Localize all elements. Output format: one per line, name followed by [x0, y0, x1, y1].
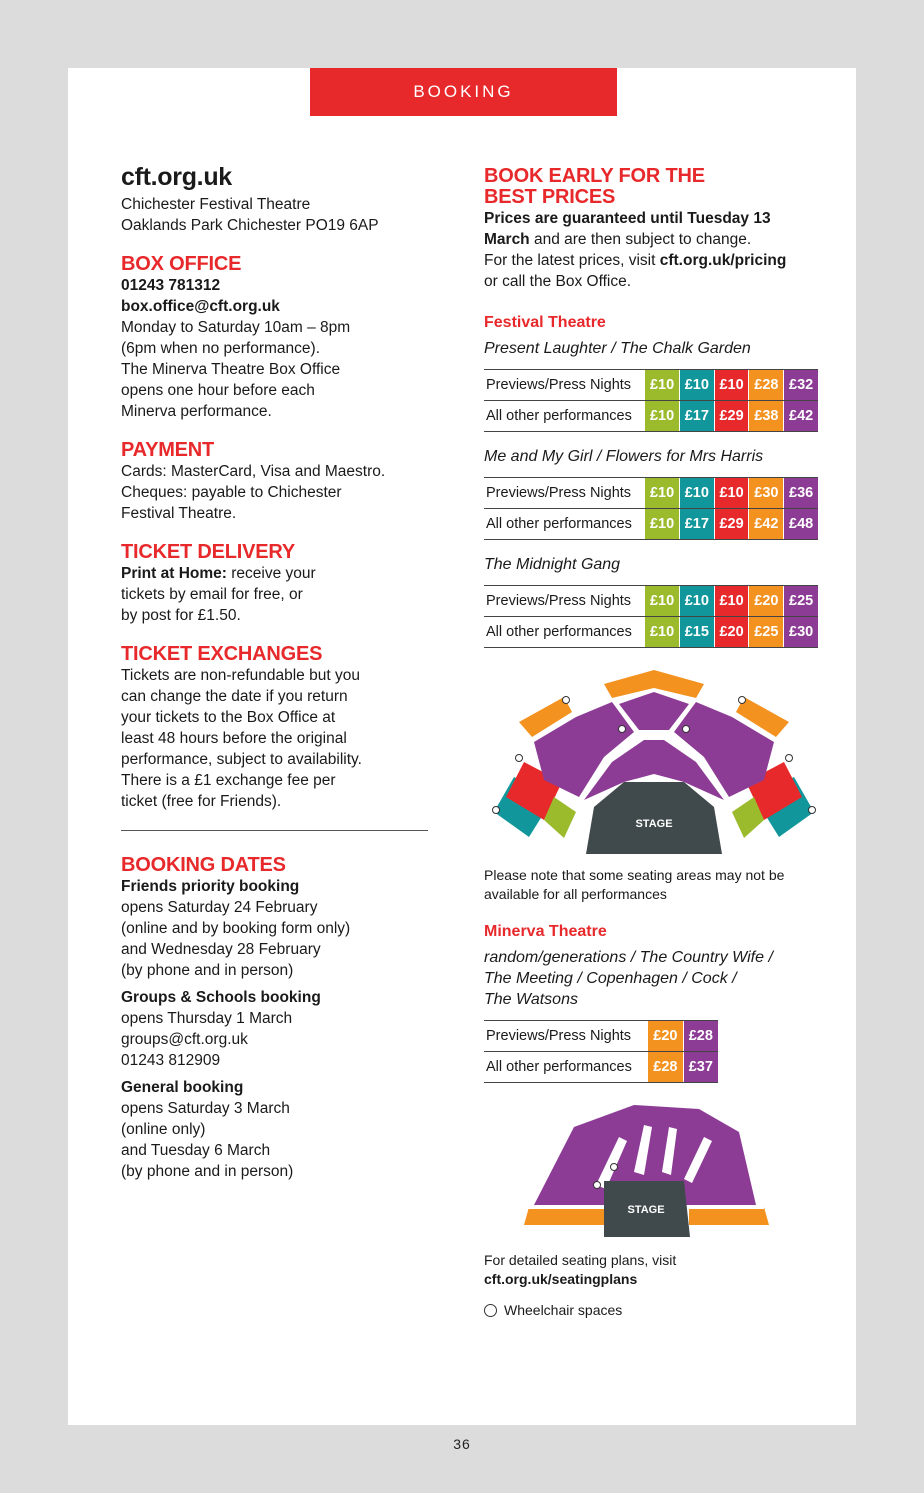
price-cell: £42	[749, 509, 784, 540]
payment-line: Cards: MasterCard, Visa and Maestro.	[121, 463, 386, 480]
intro-bold: Prices are guaranteed until Tuesday 13	[484, 210, 771, 227]
payment-heading: PAYMENT	[121, 439, 215, 461]
exchanges-line: least 48 hours before the original	[121, 730, 347, 747]
wheelchair-marker	[493, 807, 500, 814]
seating-section	[689, 1207, 769, 1225]
exchanges-line: performance, subject to availability.	[121, 751, 362, 768]
row-label: All other performances	[484, 1052, 648, 1083]
groups-line: opens Thursday 1 March	[121, 1010, 293, 1027]
price-cell: £48	[784, 509, 818, 540]
table-row	[484, 617, 818, 648]
show-title: random/generations / The Country Wife /	[484, 949, 773, 966]
price-cell: £10	[679, 370, 714, 401]
show-title: Present Laughter / The Chalk Garden	[484, 340, 751, 357]
seating-plans-text: For detailed seating plans, visit	[484, 1252, 677, 1268]
exchanges-line: your tickets to the Box Office at	[121, 709, 336, 726]
general-line: (by phone and in person)	[121, 1163, 294, 1180]
page	[68, 68, 856, 1425]
festival-theatre-title: Festival Theatre	[484, 314, 606, 331]
wheelchair-marker	[739, 697, 746, 704]
price-cell: £28	[683, 1021, 718, 1052]
address-line: Oaklands Park Chichester PO19 6AP	[121, 217, 379, 234]
price-table	[484, 1020, 718, 1083]
wheelchair-marker	[563, 697, 570, 704]
box-office-line: Monday to Saturday 10am – 8pm	[121, 319, 351, 336]
price-table	[484, 585, 818, 648]
price-cell: £29	[714, 509, 749, 540]
table-row	[484, 478, 818, 509]
book-early-heading: BEST PRICES	[484, 186, 616, 208]
show-title: The Watsons	[484, 991, 578, 1008]
price-cell: £42	[784, 401, 818, 432]
booking-dates-heading: BOOKING DATES	[121, 854, 286, 876]
exchanges-line: Tickets are non-refundable but you	[121, 667, 360, 684]
friends-line: opens Saturday 24 February	[121, 899, 318, 916]
box-office-line: (6pm when no performance).	[121, 340, 321, 357]
minerva-seating-plan	[484, 1097, 824, 1237]
table-row	[484, 1052, 718, 1083]
price-cell: £15	[679, 617, 714, 648]
groups-email[interactable]: groups@cft.org.uk	[121, 1031, 248, 1048]
price-cell: £10	[714, 370, 749, 401]
show-title: The Midnight Gang	[484, 556, 621, 573]
book-early-heading: BOOK EARLY FOR THE	[484, 165, 705, 187]
divider	[121, 830, 428, 831]
price-cell: £25	[784, 586, 818, 617]
wheelchair-marker	[683, 726, 690, 733]
price-table	[484, 369, 818, 432]
price-cell: £30	[784, 617, 818, 648]
price-cell: £38	[749, 401, 784, 432]
price-cell: £28	[749, 370, 784, 401]
delivery-text: receive your	[226, 565, 316, 582]
price-cell: £20	[648, 1021, 683, 1052]
groups-title: Groups & Schools booking	[121, 989, 321, 1006]
delivery-line: tickets by email for free, or	[121, 586, 303, 603]
wheelchair-marker	[611, 1164, 618, 1171]
price-cell: £25	[749, 617, 784, 648]
wheelchair-marker	[786, 755, 793, 762]
delivery-line	[121, 563, 431, 584]
box-office-email[interactable]: box.office@cft.org.uk	[121, 298, 280, 315]
festival-seating-plan	[484, 662, 824, 862]
price-cell: £10	[645, 401, 680, 432]
price-cell: £30	[749, 478, 784, 509]
general-line: opens Saturday 3 March	[121, 1100, 290, 1117]
price-cell: £29	[714, 401, 749, 432]
row-label: Previews/Press Nights	[484, 370, 645, 401]
price-cell: £20	[749, 586, 784, 617]
box-office-line: The Minerva Theatre Box Office	[121, 361, 341, 378]
show-title: Me and My Girl / Flowers for Mrs Harris	[484, 448, 764, 465]
row-label: All other performances	[484, 617, 645, 648]
address-line: Chichester Festival Theatre	[121, 196, 311, 213]
table-row	[484, 586, 818, 617]
friends-line: (by phone and in person)	[121, 962, 294, 979]
price-cell: £10	[714, 478, 749, 509]
seating-note: Please note that some seating areas may not be	[484, 867, 785, 883]
general-line: (online only)	[121, 1121, 206, 1138]
general-line: and Tuesday 6 March	[121, 1142, 271, 1159]
price-cell: £10	[645, 478, 680, 509]
payment-line: Festival Theatre.	[121, 505, 237, 522]
left-column	[121, 163, 431, 1182]
intro-text: or call the Box Office.	[484, 273, 632, 290]
minerva-theatre-title: Minerva Theatre	[484, 923, 607, 940]
price-cell: £36	[784, 478, 818, 509]
delivery-heading: TICKET DELIVERY	[121, 541, 296, 563]
price-cell: £10	[645, 586, 680, 617]
price-table	[484, 477, 818, 540]
stage-label: STAGE	[635, 818, 673, 830]
box-office-heading: BOX OFFICE	[121, 253, 242, 275]
exchanges-line: ticket (free for Friends).	[121, 793, 282, 810]
show-title: The Meeting / Copenhagen / Cock /	[484, 970, 737, 987]
wheelchair-legend	[484, 1301, 824, 1320]
friends-title: Friends priority booking	[121, 878, 300, 895]
site-url[interactable]: cft.org.uk	[121, 163, 232, 191]
exchanges-line: can change the date if you return	[121, 688, 348, 705]
wheelchair-marker	[809, 807, 816, 814]
friends-line: (online and by booking form only)	[121, 920, 351, 937]
price-cell: £10	[645, 509, 680, 540]
row-label: Previews/Press Nights	[484, 1021, 648, 1052]
price-cell: £17	[679, 401, 714, 432]
box-office-line: Minerva performance.	[121, 403, 272, 420]
box-office-line: opens one hour before each	[121, 382, 315, 399]
price-cell: £10	[679, 586, 714, 617]
delivery-bold: Print at Home:	[121, 565, 227, 582]
wheelchair-icon	[484, 1304, 497, 1317]
box-office-phone[interactable]: 01243 781312	[121, 277, 221, 294]
intro-text: For the latest prices, visit	[484, 252, 660, 269]
table-row	[484, 370, 818, 401]
table-row	[484, 401, 818, 432]
price-cell: £28	[648, 1052, 683, 1083]
intro-text: and are then subject to change.	[529, 231, 752, 248]
row-label: All other performances	[484, 401, 645, 432]
price-cell: £10	[714, 586, 749, 617]
price-cell: £32	[784, 370, 818, 401]
stage-label: STAGE	[627, 1204, 665, 1216]
price-cell: £10	[679, 478, 714, 509]
page-number: 36	[453, 1436, 471, 1452]
seating-section	[524, 1207, 604, 1225]
table-row	[484, 509, 818, 540]
price-cell: £37	[683, 1052, 718, 1083]
seating-note: available for all performances	[484, 886, 667, 902]
intro-bold: March	[484, 231, 530, 248]
wheelchair-marker	[516, 755, 523, 762]
wheelchair-legend-label: Wheelchair spaces	[504, 1302, 623, 1318]
payment-line: Cheques: payable to Chichester	[121, 484, 342, 501]
section-tab: BOOKING	[310, 68, 617, 116]
right-column	[484, 166, 824, 1320]
row-label: All other performances	[484, 509, 645, 540]
pricing-link[interactable]: cft.org.uk/pricing	[659, 252, 787, 269]
row-label: Previews/Press Nights	[484, 478, 645, 509]
wheelchair-marker	[619, 726, 626, 733]
price-cell: £17	[679, 509, 714, 540]
seating-section	[619, 692, 689, 730]
table-row	[484, 1021, 718, 1052]
delivery-line: by post for £1.50.	[121, 607, 241, 624]
friends-line: and Wednesday 28 February	[121, 941, 321, 958]
general-title: General booking	[121, 1079, 244, 1096]
exchanges-line: There is a £1 exchange fee per	[121, 772, 336, 789]
price-cell: £20	[714, 617, 749, 648]
wheelchair-marker	[594, 1182, 601, 1189]
price-cell: £10	[645, 370, 680, 401]
row-label: Previews/Press Nights	[484, 586, 645, 617]
price-cell: £10	[645, 617, 680, 648]
exchanges-heading: TICKET EXCHANGES	[121, 643, 323, 665]
groups-phone[interactable]: 01243 812909	[121, 1052, 221, 1069]
seating-plans-link[interactable]: cft.org.uk/seatingplans	[484, 1271, 638, 1287]
